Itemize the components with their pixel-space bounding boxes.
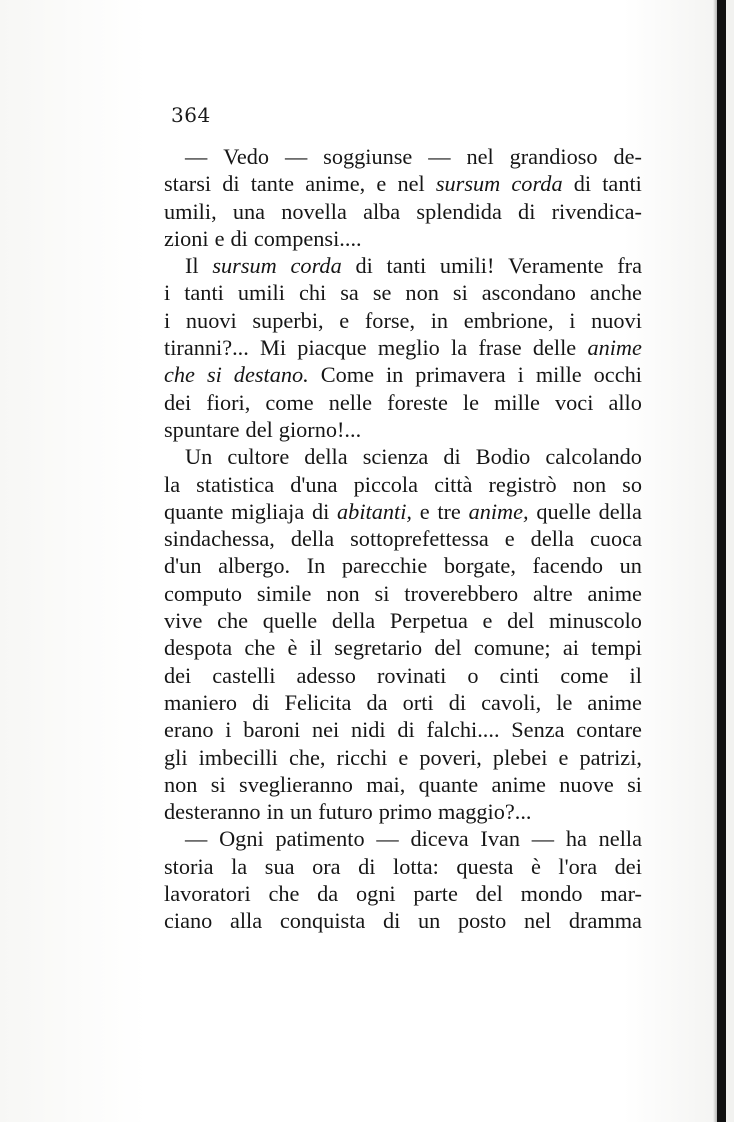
- word: che: [244, 635, 276, 661]
- word: del: [475, 881, 503, 907]
- word: giorno!...: [278, 416, 362, 442]
- word: diceva: [410, 826, 469, 852]
- word: rovinati: [376, 662, 447, 688]
- word: tanti: [184, 280, 224, 306]
- word: piccola: [353, 471, 419, 497]
- word: quante: [418, 771, 479, 797]
- word: grandioso: [509, 144, 598, 169]
- word: falchi....: [426, 717, 500, 743]
- word: sottoprefettessa: [350, 526, 489, 552]
- word: anime: [587, 335, 642, 361]
- word: corda: [511, 171, 563, 197]
- word: di: [230, 225, 248, 251]
- word: primavera: [415, 362, 506, 388]
- word: —: [531, 826, 555, 852]
- word: d'una: [290, 471, 338, 497]
- word: di: [311, 498, 330, 524]
- word: Bodio: [475, 444, 531, 470]
- word: un: [619, 553, 642, 579]
- word: sveglieranno: [239, 771, 353, 797]
- word: chi: [298, 280, 327, 306]
- word: gli: [164, 744, 188, 770]
- body-text: [164, 143, 642, 935]
- text-line: [164, 825, 642, 852]
- text-line: [164, 498, 642, 525]
- text-line: [164, 279, 642, 306]
- word: Felicita: [284, 689, 352, 715]
- word: nuovi: [591, 307, 642, 333]
- word: adesso: [296, 662, 356, 688]
- word: allo: [608, 389, 642, 415]
- word: lotta:: [393, 853, 439, 879]
- word: non: [326, 580, 360, 606]
- text-line: [164, 716, 642, 743]
- word: scienza: [362, 444, 429, 470]
- text-line: [164, 143, 642, 170]
- word: —: [185, 826, 208, 852]
- word: statistica: [196, 471, 275, 497]
- word: è: [287, 635, 298, 661]
- word: cinti: [499, 662, 540, 688]
- word: anime,: [468, 498, 529, 524]
- word: Veramente: [508, 253, 604, 279]
- text-line: [164, 198, 642, 225]
- text-line: [164, 416, 642, 443]
- word: quelle: [536, 498, 591, 524]
- word: mai,: [366, 771, 406, 797]
- word: il: [629, 662, 642, 688]
- word: nidi: [350, 717, 386, 743]
- word: compensi....: [253, 225, 362, 251]
- word: e: [504, 526, 515, 552]
- word: anche: [589, 280, 642, 306]
- word: della: [304, 444, 348, 470]
- word: embrione,: [463, 307, 554, 333]
- word: nei: [311, 717, 340, 743]
- binding-edge: [717, 0, 726, 1122]
- word: Vedo: [223, 144, 270, 169]
- text-line: [164, 907, 642, 934]
- word: non: [405, 280, 439, 306]
- word: nelle: [328, 389, 373, 415]
- word: cavoli,: [481, 689, 542, 715]
- word: —: [376, 826, 399, 852]
- word: despota: [164, 635, 233, 661]
- word: futuro: [318, 799, 373, 825]
- word: anime,: [305, 171, 366, 197]
- text-line: [164, 170, 642, 197]
- word: mondo: [520, 881, 583, 907]
- word: ricchi: [336, 744, 388, 770]
- word: altre: [533, 580, 573, 606]
- word: sursum: [212, 253, 277, 279]
- text-line: [164, 853, 642, 880]
- text-line: [164, 334, 642, 361]
- word: non: [572, 471, 607, 497]
- word: d'un: [164, 553, 202, 579]
- word: e: [482, 608, 493, 634]
- word: anime: [587, 689, 642, 715]
- word: si: [452, 280, 468, 306]
- word: parecchie: [341, 553, 428, 579]
- word: spuntare: [164, 416, 240, 442]
- word: e: [398, 744, 409, 770]
- word: In: [306, 553, 326, 579]
- word: un: [289, 799, 313, 825]
- word: vive: [164, 608, 203, 634]
- text-line: [164, 389, 642, 416]
- word: piacque: [297, 335, 367, 361]
- word: —: [428, 144, 451, 169]
- word: starsi: [164, 171, 212, 197]
- text-line: [164, 634, 642, 661]
- word: sa: [340, 280, 359, 306]
- word: questa: [456, 853, 514, 879]
- word: nuovi: [185, 307, 237, 333]
- word: in: [385, 362, 404, 388]
- word: e: [214, 225, 225, 251]
- word: primo: [378, 799, 432, 825]
- word: Mi: [260, 335, 287, 361]
- word: delle: [532, 335, 577, 361]
- text-line: [164, 689, 642, 716]
- text-line: [164, 771, 642, 798]
- word: dei: [164, 389, 192, 415]
- word: si: [210, 771, 226, 797]
- word: di: [573, 171, 592, 197]
- word: ora: [312, 853, 341, 879]
- word: voci: [555, 389, 594, 415]
- word: nel: [523, 908, 552, 934]
- word: o: [467, 662, 479, 688]
- word: cuoca: [589, 526, 642, 552]
- word: del: [507, 608, 535, 634]
- word: corda: [290, 253, 342, 279]
- word: zioni: [164, 225, 209, 251]
- text-line: [164, 525, 642, 552]
- word: albergo.: [218, 553, 291, 579]
- word: Come: [320, 362, 374, 388]
- word: forse,: [364, 307, 416, 333]
- word: Un: [185, 444, 213, 470]
- text-line: [164, 225, 642, 252]
- word: alla: [229, 908, 263, 934]
- word: —: [284, 144, 308, 169]
- word: sua: [264, 853, 295, 879]
- word: e: [339, 307, 350, 333]
- word: e: [419, 498, 430, 524]
- text-line: [164, 607, 642, 634]
- word: in: [430, 307, 449, 333]
- word: le: [462, 389, 480, 415]
- text-line: [164, 552, 642, 579]
- word: il: [309, 635, 323, 661]
- word: nel: [397, 171, 425, 197]
- word: de-: [613, 144, 642, 169]
- word: so: [622, 471, 642, 497]
- word: comune;: [473, 635, 551, 661]
- word: alba: [363, 198, 401, 224]
- word: anime: [587, 580, 642, 606]
- word: del: [434, 635, 462, 661]
- text-line: [164, 880, 642, 907]
- word: si: [374, 580, 390, 606]
- word: rivendica-: [551, 198, 642, 224]
- word: umili!: [439, 253, 495, 279]
- word: tanti: [602, 171, 642, 197]
- word: fra: [617, 253, 642, 279]
- word: minuscolo: [549, 608, 642, 634]
- word: un: [417, 908, 441, 934]
- word: dei: [614, 853, 642, 879]
- word: si: [627, 771, 642, 797]
- text-line: [164, 361, 642, 388]
- word: mar-: [600, 881, 642, 907]
- word: di: [397, 717, 415, 743]
- word: che,: [288, 744, 326, 770]
- word: ha: [565, 826, 587, 852]
- word: ascondano: [481, 280, 576, 306]
- word: Ivan: [480, 826, 521, 852]
- word: come: [265, 389, 314, 415]
- word: meglio: [377, 335, 440, 361]
- word: superbi,: [252, 307, 324, 333]
- word: —: [185, 144, 208, 169]
- word: i: [517, 362, 524, 388]
- word: di: [443, 444, 461, 470]
- word: i: [164, 307, 171, 333]
- word: frase: [478, 335, 522, 361]
- word: di: [252, 689, 270, 715]
- word: una: [232, 198, 266, 224]
- word: Ogni: [219, 826, 264, 852]
- word: del: [245, 416, 273, 442]
- word: sursum: [435, 171, 501, 197]
- word: storia: [164, 853, 214, 879]
- word: cultore: [227, 444, 290, 470]
- word: non: [164, 771, 198, 797]
- word: patrizi,: [579, 744, 642, 770]
- word: di: [358, 853, 376, 879]
- word: simile: [256, 580, 312, 606]
- word: castelli: [212, 662, 276, 688]
- word: in: [266, 799, 284, 825]
- word: soggiunse: [323, 144, 413, 169]
- word: troverebbero: [404, 580, 519, 606]
- word: borgate,: [443, 553, 516, 579]
- word: novella: [281, 198, 347, 224]
- word: da: [317, 881, 339, 907]
- word: umili,: [164, 198, 217, 224]
- word: migliaja: [231, 498, 305, 524]
- text-line: [164, 580, 642, 607]
- word: Il: [185, 253, 199, 279]
- word: nuove: [559, 771, 614, 797]
- word: tre: [437, 498, 461, 524]
- word: dramma: [568, 908, 642, 934]
- word: patimento: [275, 826, 365, 852]
- word: anime: [491, 771, 546, 797]
- word: posto: [457, 908, 507, 934]
- word: baroni: [243, 717, 301, 743]
- word: erano: [164, 717, 214, 743]
- text-line: [164, 471, 642, 498]
- word: facendo: [532, 553, 604, 579]
- word: destano.: [233, 362, 309, 388]
- word: della: [598, 498, 642, 524]
- text-line: [164, 798, 642, 825]
- text-line: [164, 443, 642, 470]
- word: lavoratori: [164, 881, 251, 907]
- word: della: [530, 526, 575, 552]
- word: foreste: [387, 389, 448, 415]
- word: quelle: [262, 608, 318, 634]
- word: che: [164, 362, 195, 388]
- word: tanti: [386, 253, 427, 279]
- word: dei: [164, 662, 192, 688]
- word: maniero: [164, 689, 238, 715]
- word: calcolando: [545, 444, 642, 470]
- word: tempi: [591, 635, 642, 661]
- word: contare: [576, 717, 642, 743]
- word: da: [366, 689, 388, 715]
- word: è: [530, 853, 541, 879]
- word: Senza: [511, 717, 565, 743]
- word: orti: [402, 689, 434, 715]
- word: segretario: [334, 635, 423, 661]
- word: computo: [164, 580, 243, 606]
- word: i: [164, 280, 171, 306]
- word: i: [569, 307, 576, 333]
- word: e: [376, 171, 387, 197]
- word: imbecilli: [198, 744, 278, 770]
- word: le: [556, 689, 573, 715]
- word: i: [225, 717, 232, 743]
- word: ai: [562, 635, 579, 661]
- word: della: [331, 608, 376, 634]
- word: desteranno: [164, 799, 261, 825]
- word: nel: [466, 144, 494, 169]
- word: ogni: [355, 881, 396, 907]
- word: di: [518, 198, 536, 224]
- text-line: [164, 662, 642, 689]
- word: della: [290, 526, 335, 552]
- word: di: [448, 689, 467, 715]
- word: conquista: [279, 908, 366, 934]
- page-number: 364: [171, 103, 211, 127]
- word: tante: [250, 171, 295, 197]
- word: che: [217, 608, 249, 634]
- word: splendida: [416, 198, 502, 224]
- word: sindachessa,: [164, 526, 275, 552]
- word: e: [558, 744, 569, 770]
- word: di: [222, 171, 240, 197]
- word: tiranni?...: [164, 335, 249, 361]
- word: registrò: [488, 471, 557, 497]
- word: si: [206, 362, 222, 388]
- text-line: [164, 744, 642, 771]
- word: plebei: [492, 744, 548, 770]
- text-line: [164, 307, 642, 334]
- word: Perpetua: [389, 608, 468, 634]
- word: città: [434, 471, 473, 497]
- word: nella: [598, 826, 642, 852]
- word: parte: [413, 881, 458, 907]
- word: come: [560, 662, 609, 688]
- word: mille: [535, 362, 582, 388]
- word: ciano: [164, 908, 213, 934]
- word: la: [231, 853, 248, 879]
- word: occhi: [593, 362, 642, 388]
- word: l'ora: [558, 853, 598, 879]
- word: poveri,: [419, 744, 482, 770]
- text-line: [164, 252, 642, 279]
- word: la: [164, 471, 181, 497]
- word: se: [372, 280, 392, 306]
- word: maggio?...: [438, 799, 532, 825]
- word: umili: [237, 280, 285, 306]
- word: che: [268, 881, 300, 907]
- word: abitanti,: [337, 498, 412, 524]
- word: quante: [164, 498, 224, 524]
- word: fiori,: [206, 389, 251, 415]
- word: di: [382, 908, 401, 934]
- word: mille: [494, 389, 540, 415]
- word: la: [451, 335, 468, 361]
- word: di: [355, 253, 373, 279]
